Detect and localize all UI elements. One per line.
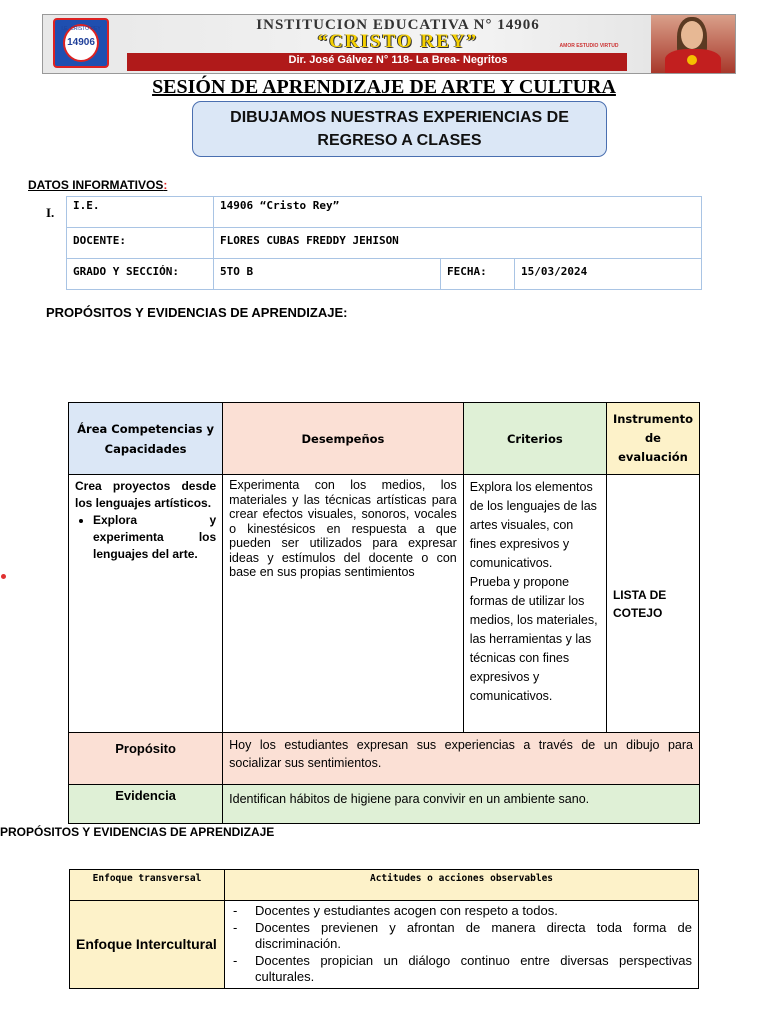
section-number: I. xyxy=(46,205,55,220)
school-banner xyxy=(42,14,736,74)
stray-bullet-mark xyxy=(1,574,6,579)
ie-value: 14906 “Cristo Rey” xyxy=(214,197,702,228)
proposito-label: Propósito xyxy=(69,733,223,785)
list-item: - Docentes y estudiantes acogen con respeto a todos. xyxy=(231,903,692,920)
school-nickname: “CRISTO REY” xyxy=(317,31,479,52)
table-row xyxy=(67,259,702,290)
competencia-text: Crea proyectos desde los lenguajes artísticos. xyxy=(75,479,217,510)
ie-label: I.E. xyxy=(67,197,214,228)
school-name: INSTITUCION EDUCATIVA N° 14906 xyxy=(256,17,540,33)
docente-value: FLORES CUBAS FREDDY JEHISON xyxy=(214,228,702,259)
table-row xyxy=(69,403,700,475)
list-item: - Docentes previenen y afrontan de manera directa toda forma de discriminación. xyxy=(231,920,692,953)
table-row xyxy=(70,870,699,901)
evidencia-label: Evidencia xyxy=(69,785,223,824)
datos-heading-colon: : xyxy=(163,178,168,192)
table-row xyxy=(67,197,702,228)
school-logo xyxy=(53,18,109,68)
fecha-value: 15/03/2024 xyxy=(515,259,702,290)
list-item: - Docentes propician un diálogo continuo entre diversas perspectivas culturales. xyxy=(231,953,692,986)
docente-label: DOCENTE: xyxy=(67,228,214,259)
fecha-label: FECHA: xyxy=(441,259,515,290)
grado-value: 5TO B xyxy=(214,259,441,290)
criterio-item: Prueba y propone formas de utilizar los medios, los materiales, las herramientas y las técnicas con fines expresivos y comunicativos. xyxy=(469,575,598,703)
datos-heading xyxy=(28,178,167,192)
criterio-item: Explora los elementos de los lenguajes de las artes visuales, con fines expresivos y comunicativos. xyxy=(469,480,597,570)
actitudes-cell xyxy=(225,901,699,989)
datos-heading-text: DATOS INFORMATIVOS xyxy=(28,178,164,192)
table-row xyxy=(67,228,702,259)
school-motto: AMOR ESTUDIO VIRTUD xyxy=(559,43,619,49)
header-desempenos: Desempeños xyxy=(223,403,464,475)
logo-number: 14906 xyxy=(67,37,95,48)
capacidad-item: • Explora y experimenta los lenguajes del arte. xyxy=(93,512,216,563)
enfoque-label: Enfoque Intercultural xyxy=(70,901,225,989)
evidencia-text: Identifican hábitos de higiene para convivir en un ambiente sano. xyxy=(223,785,700,824)
learning-table xyxy=(68,402,700,824)
capacidades-list xyxy=(75,512,216,563)
page-title: SESIÓN DE APRENDIZAJE DE ARTE Y CULTURA xyxy=(152,76,616,98)
instrumento-cell: LISTA DE COTEJO xyxy=(606,475,699,733)
table-row xyxy=(69,475,700,733)
header-instrumento: Instrumento de evaluación xyxy=(606,403,699,475)
actitudes-list xyxy=(231,903,692,986)
propositos-heading: PROPÓSITOS Y EVIDENCIAS DE APRENDIZAJE: xyxy=(46,305,348,320)
table-row xyxy=(69,733,700,785)
sacred-heart-image xyxy=(651,15,735,73)
proposito-text: Hoy los estudiantes expresan sus experiencias a través de un dibujo para socializar sus sentimientos. xyxy=(223,733,700,785)
school-address: Dir. José Gálvez N° 118- La Brea- Negritos xyxy=(288,54,508,66)
table-row xyxy=(70,901,699,989)
competencia-cell xyxy=(69,475,223,733)
datos-table xyxy=(66,196,702,290)
grado-label: GRADO Y SECCIÓN: xyxy=(67,259,214,290)
criterios-cell xyxy=(463,475,606,733)
logo-text: I.E. CRISTO REY xyxy=(61,26,101,32)
header-area: Área Competencias y Capacidades xyxy=(69,403,223,475)
session-subtitle: DIBUJAMOS NUESTRAS EXPERIENCIAS DE REGRESO A CLASES xyxy=(192,101,607,157)
header-criterios: Criterios xyxy=(463,403,606,475)
header-actitudes: Actitudes o acciones observables xyxy=(225,870,699,901)
table-row xyxy=(69,785,700,824)
desempeno-cell: Experimenta con los medios, los materiales y las técnicas artísticas para crear efectos visuales, sonoros, vocales o kinestésicos en respuesta a que pueden ser utilizados para expresar ideas y estímulos del docente o con base en sus propias sentimientos xyxy=(223,475,464,733)
enfoque-table xyxy=(69,869,699,989)
propositos-heading-2: PROPÓSITOS Y EVIDENCIAS DE APRENDIZAJE xyxy=(0,825,275,839)
header-enfoque: Enfoque transversal xyxy=(70,870,225,901)
